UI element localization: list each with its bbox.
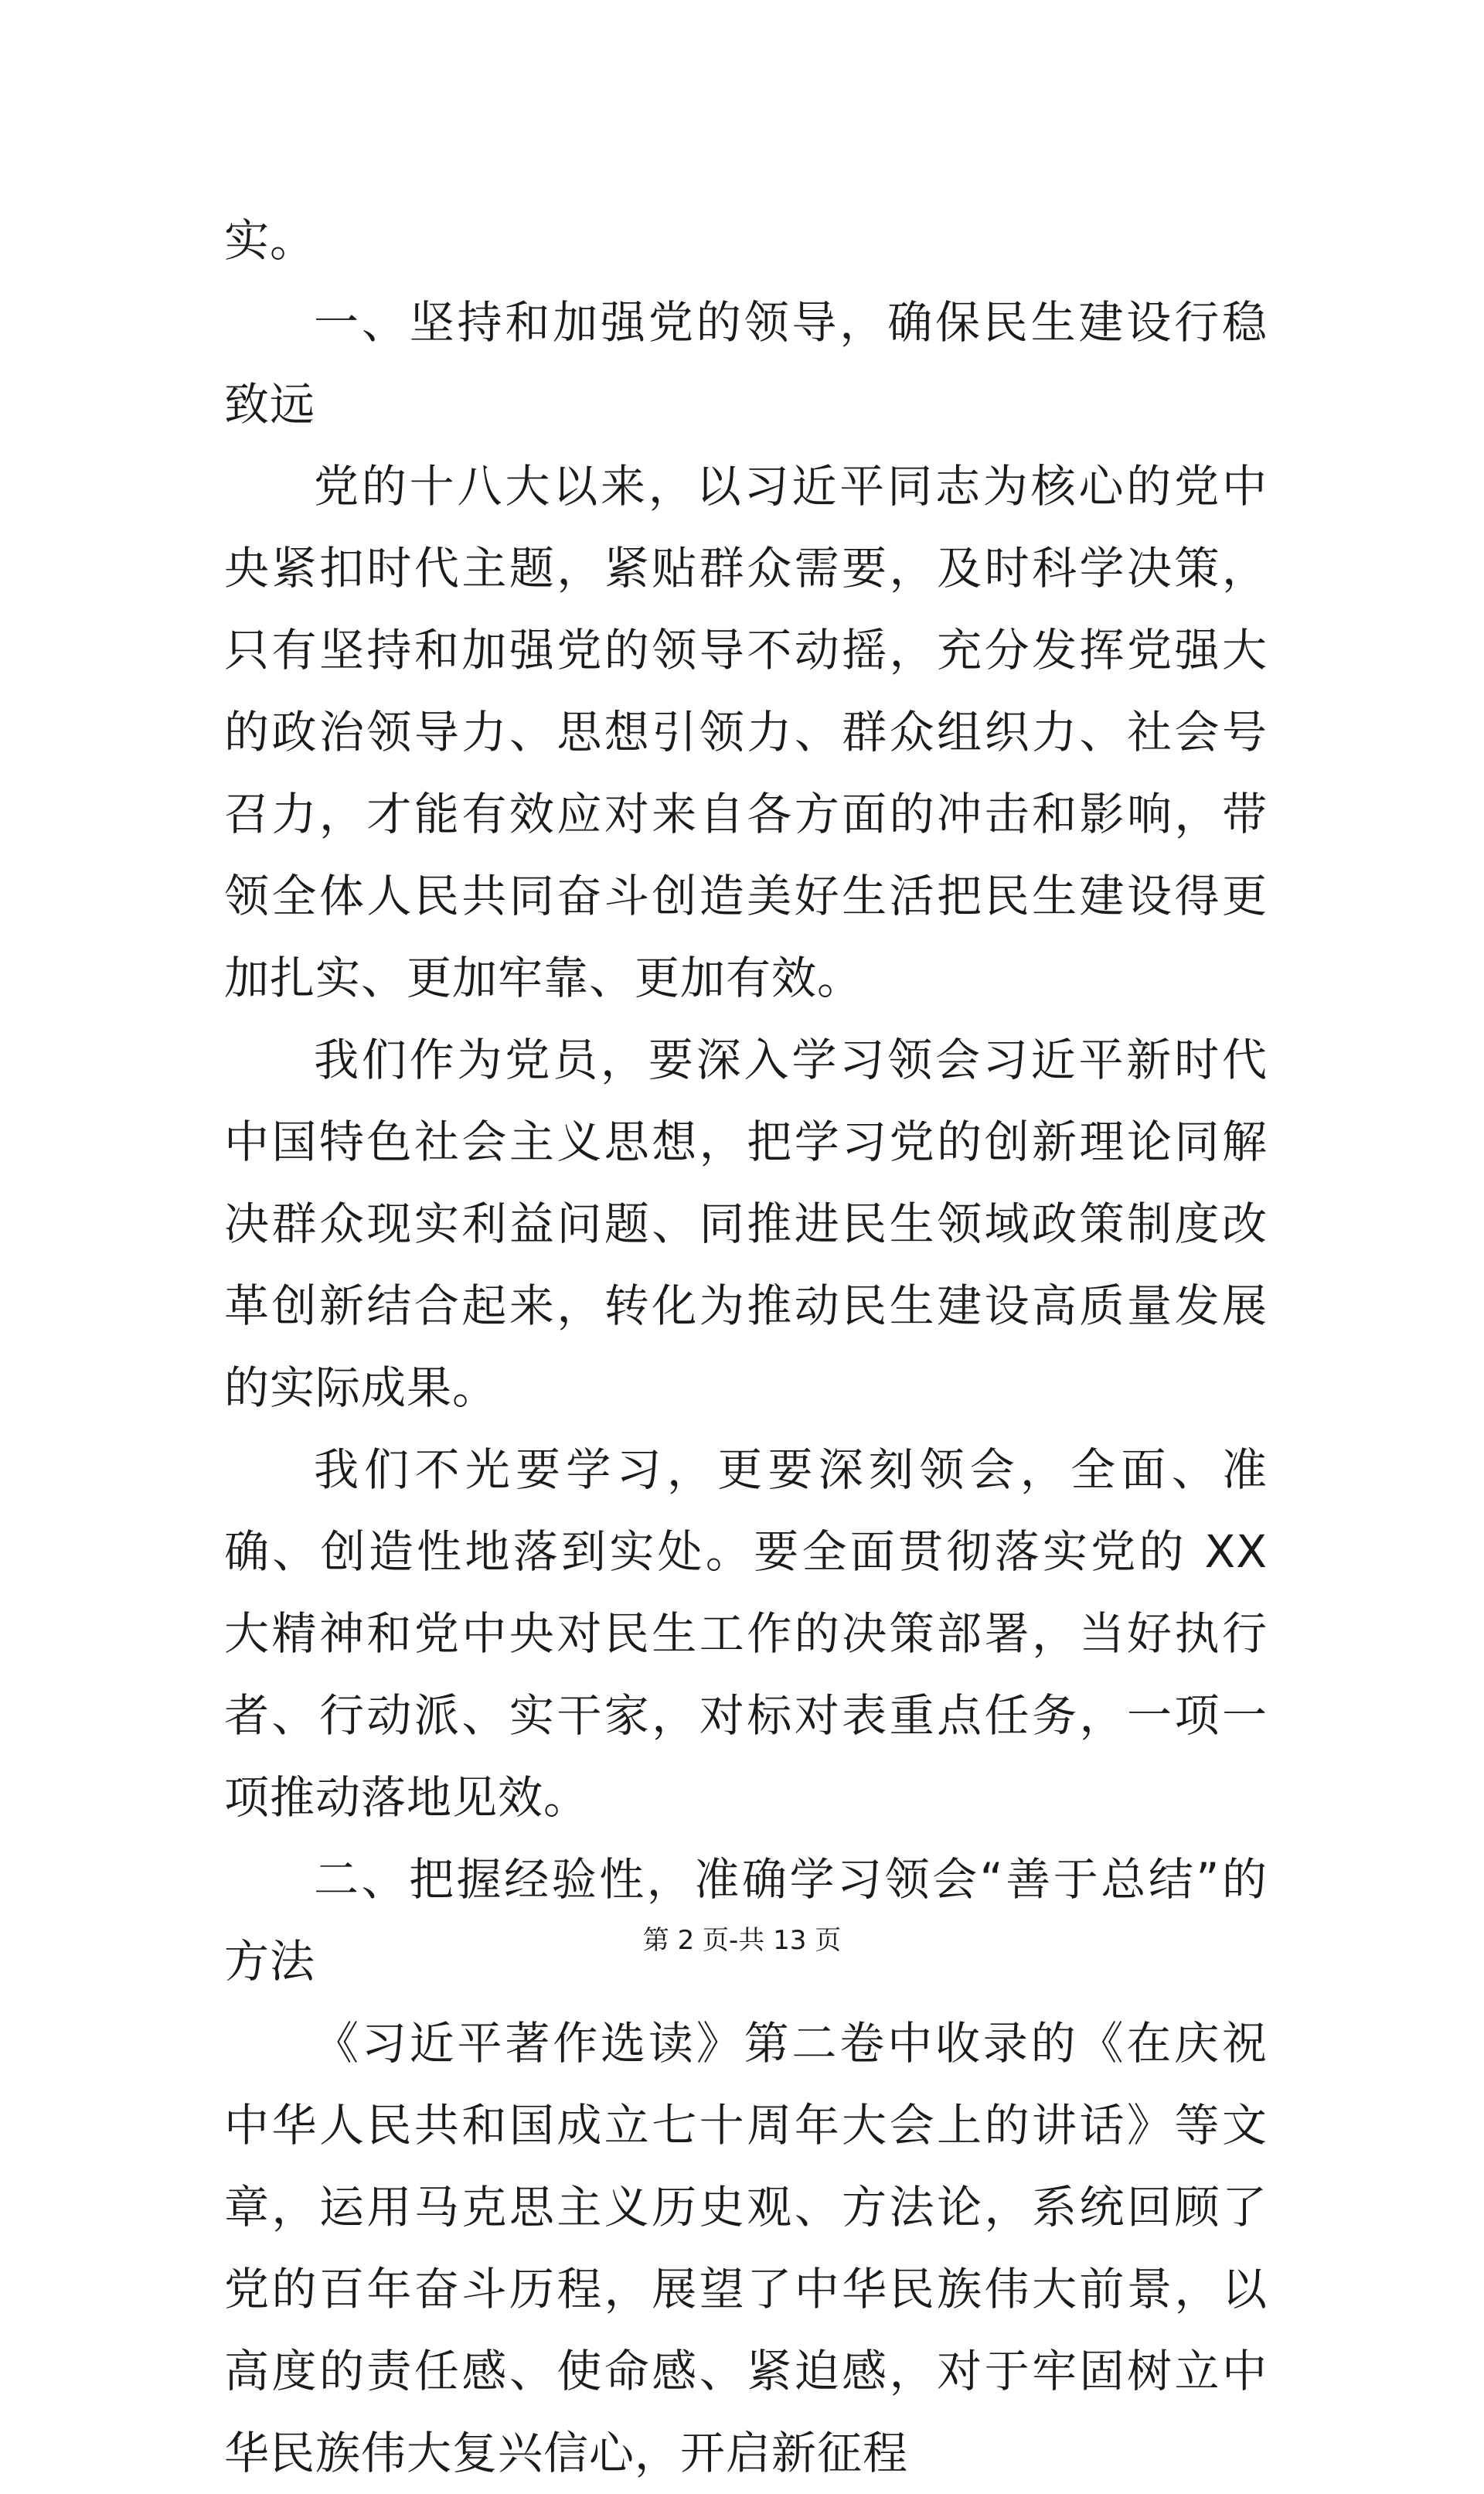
paragraph: 《习近平著作选读》第二卷中收录的《在庆祝中华人民共和国成立七十周年大会上的讲话》等文章，运用马克思主义历史观、方法论，系统回顾了党的百年奋斗历程，展望了中华民族伟大前景，以高度的责任感、使命感、紧迫感，对于牢固树立中华民族伟大复兴信心，开启新征程 <box>224 2017 1268 2479</box>
page-number-footer: 第 2 页-共 13 页 <box>642 1925 842 1956</box>
paragraph: 我们不光要学习，更要深刻领会，全面、准确、创造性地落到实处。要全面贯彻落实党的 XX 大精神和党中央对民生工作的决策部署，当好执行者、行动派、实干家，对标对表重点任务，一项一项推动落地见效。 <box>224 1443 1268 1824</box>
paragraph: 我们作为党员，要深入学习领会习近平新时代中国特色社会主义思想，把学习党的创新理论同解决群众现实利益问题、同推进民生领域政策制度改革创新结合起来，转化为推动民生建设高质量发展的实际成果。 <box>224 1034 1268 1414</box>
paragraph: 党的十八大以来，以习近平同志为核心的党中央紧扣时代主题，紧贴群众需要，及时科学决策，只有坚持和加强党的领导不动摇，充分发挥党强大的政治领导力、思想引领力、群众组织力、社会号召力，才能有效应对来自各方面的冲击和影响，带领全体人民共同奋斗创造美好生活把民生建设得更加扎实、更加牢靠、更加有效。 <box>224 460 1268 1004</box>
paragraph-continuation: 实。 <box>224 214 316 267</box>
document-body <box>224 199 1268 2494</box>
section-heading-2: 二、把握经验性，准确学习领会“善于总结”的方法 <box>224 1853 1268 1988</box>
section-heading-1: 一、坚持和加强党的领导，确保民生建设行稳致远 <box>224 296 1268 431</box>
